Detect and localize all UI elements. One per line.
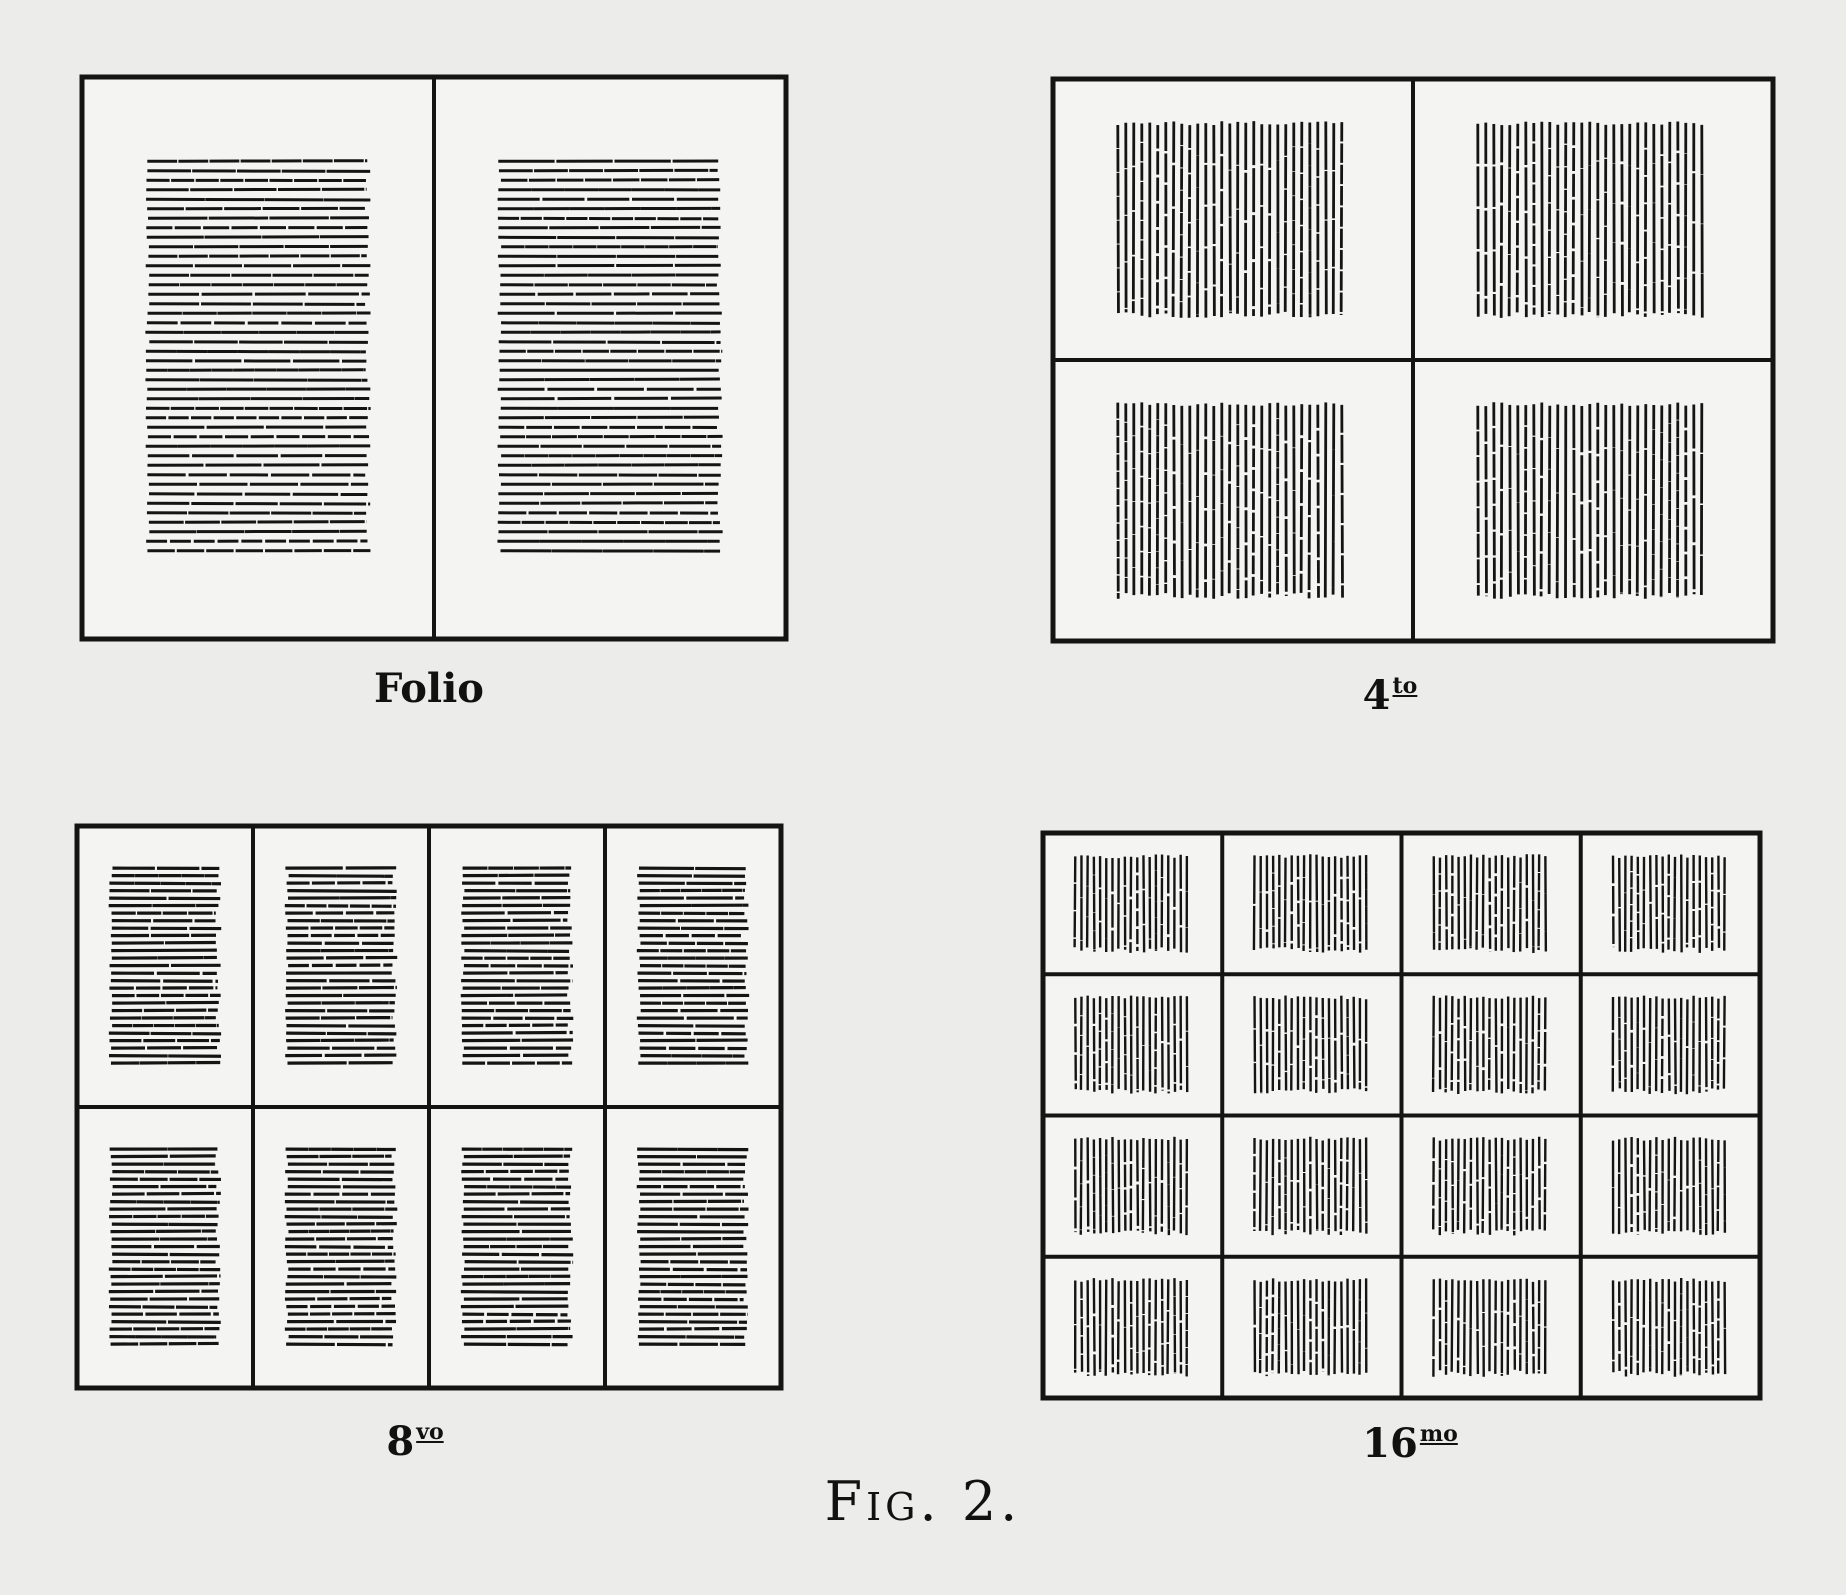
text-line: [1087, 855, 1088, 947]
text-line: [1490, 858, 1491, 952]
text-line: [1317, 1139, 1318, 1231]
text-line: [1285, 124, 1286, 312]
text-line: [1678, 122, 1679, 314]
text-line: [1464, 1139, 1465, 1235]
text-line: [1724, 996, 1725, 1089]
text-line: [111, 981, 218, 982]
text-line: [1589, 122, 1590, 312]
text-line: [1341, 996, 1342, 1089]
text-line: [638, 1337, 744, 1338]
text-line: [1279, 1282, 1280, 1374]
text-line: [109, 883, 221, 884]
text-line: [1354, 997, 1355, 1089]
text-line: [112, 943, 216, 944]
text-line: [1706, 857, 1707, 948]
text-line: [499, 379, 720, 380]
text-line: [286, 1033, 396, 1034]
text-line: [1075, 856, 1076, 947]
text-line: [1094, 857, 1095, 952]
text-line: [288, 1231, 393, 1232]
text-line: [1718, 1140, 1719, 1231]
text-line: [112, 1193, 221, 1194]
text-line: [1075, 998, 1076, 1089]
text-line: [286, 1018, 393, 1019]
text-line: [1533, 1282, 1534, 1374]
text-line: [111, 1276, 221, 1277]
text-line: [1317, 855, 1318, 952]
text-line: [462, 1314, 567, 1315]
panel-label-folio: [330, 665, 530, 712]
text-line: [1348, 856, 1349, 950]
text-line: [1304, 855, 1305, 951]
panel-quarto: [1053, 79, 1773, 641]
text-line: [1514, 998, 1515, 1092]
text-line: [462, 1254, 573, 1255]
text-line: [1700, 1137, 1701, 1234]
text-line: [1510, 405, 1511, 597]
text-line: [499, 265, 721, 266]
text-line: [1526, 122, 1527, 317]
text-line: [1118, 125, 1119, 313]
text-line: [1181, 124, 1182, 318]
text-line: [464, 1156, 570, 1157]
text-line: [462, 1025, 568, 1026]
text-line: [463, 898, 570, 899]
text-line: [286, 987, 397, 988]
text-line: [463, 1202, 569, 1203]
text-line: [1477, 1138, 1478, 1235]
text-line: [149, 531, 366, 532]
text-line: [285, 906, 396, 907]
text-line: [1534, 404, 1535, 595]
text-line: [1644, 1141, 1645, 1230]
text-line: [1162, 997, 1163, 1091]
text-line: [1496, 1138, 1497, 1231]
text-line: [111, 1343, 219, 1344]
text-line: [1168, 1140, 1169, 1235]
text-line: [1286, 996, 1287, 1091]
text-line: [1452, 1139, 1453, 1234]
text-line: [1325, 402, 1326, 597]
text-line: [1669, 998, 1670, 1090]
text-line: [461, 935, 570, 936]
text-line: [501, 323, 720, 324]
text-line: [1545, 997, 1546, 1090]
text-line: [147, 237, 369, 238]
text-line: [146, 199, 370, 200]
panel-label-quarto: [1290, 672, 1490, 719]
panel-label-sextodecimo: [1300, 1420, 1520, 1467]
text-line: [1081, 1282, 1082, 1373]
panel-label-quarto-text: 4: [1362, 672, 1391, 719]
text-line: [1674, 857, 1675, 951]
text-line: [1483, 855, 1484, 948]
text-line: [1341, 122, 1342, 315]
text-block: [461, 1149, 573, 1345]
text-line: [286, 957, 397, 958]
text-line: [1353, 1138, 1354, 1231]
text-line: [111, 1062, 220, 1063]
text-line: [1150, 1139, 1151, 1231]
text-line: [1253, 406, 1254, 597]
text-line: [1197, 404, 1198, 597]
text-line: [640, 1284, 745, 1285]
text-line: [464, 1344, 568, 1345]
text-line: [1286, 1281, 1287, 1372]
text-line: [462, 1032, 573, 1033]
text-line: [1088, 1137, 1089, 1231]
text-line: [462, 920, 567, 921]
text-line: [110, 1202, 220, 1203]
text-line: [287, 1156, 392, 1157]
text-line: [464, 1328, 570, 1329]
text-line: [1094, 1278, 1095, 1376]
text-line: [1718, 856, 1719, 948]
text-line: [1464, 1280, 1465, 1374]
text-line: [1266, 1140, 1267, 1231]
text-line: [1452, 996, 1453, 1091]
text-line: [1539, 854, 1540, 950]
text-line: [1477, 1281, 1478, 1374]
text-line: [462, 1321, 571, 1322]
text-line: [149, 522, 366, 523]
text-line: [1545, 1139, 1546, 1231]
panel-label-octavo: [315, 1418, 515, 1465]
text-line: [1174, 1137, 1175, 1231]
text-line: [1518, 405, 1519, 594]
text-line: [1508, 1140, 1509, 1231]
text-line: [463, 875, 570, 876]
text-line: [147, 503, 370, 504]
text-line: [1653, 405, 1654, 595]
text-line: [1174, 996, 1175, 1092]
text-line: [149, 304, 365, 305]
text-line: [285, 1217, 393, 1218]
text-line: [109, 1056, 221, 1057]
text-line: [146, 189, 366, 190]
text-line: [112, 1254, 219, 1255]
text-line: [1298, 1281, 1299, 1375]
text-line: [1229, 405, 1230, 593]
text-line: [149, 494, 367, 495]
text-line: [1254, 855, 1255, 950]
text-line: [147, 161, 367, 162]
text-line: [1173, 122, 1174, 318]
text-line: [1174, 1278, 1175, 1373]
text-line: [1549, 122, 1550, 314]
figure-caption: Fig. 2.: [824, 1470, 1022, 1533]
text-line: [1318, 405, 1319, 598]
panel-label-quarto-sup: to: [1392, 673, 1418, 699]
text-line: [1329, 998, 1330, 1093]
text-line: [461, 1292, 568, 1293]
text-line: [639, 868, 746, 869]
text-line: [1157, 403, 1158, 595]
text-line: [639, 1269, 747, 1270]
text-line: [463, 1055, 569, 1056]
text-line: [1273, 1139, 1274, 1235]
text-line: [1100, 1138, 1101, 1233]
text-line: [500, 294, 720, 295]
text-line: [1433, 996, 1434, 1092]
text-line: [1112, 1137, 1113, 1233]
text-line: [501, 180, 719, 181]
text-line: [1694, 1279, 1695, 1374]
text-line: [462, 1040, 573, 1041]
text-line: [286, 1040, 394, 1041]
text-line: [1081, 997, 1082, 1090]
text-line: [111, 1048, 217, 1049]
text-line: [286, 1344, 392, 1345]
text-line: [1260, 1140, 1261, 1231]
text-line: [638, 1026, 745, 1027]
text-line: [288, 1314, 396, 1315]
panel-label-sextodecimo-text: 16: [1362, 1420, 1418, 1467]
text-line: [1285, 858, 1286, 948]
text-line: [1539, 1137, 1540, 1231]
text-line: [1301, 404, 1302, 593]
text-line: [1514, 856, 1515, 952]
text-line: [1162, 1279, 1163, 1376]
text-line: [286, 1224, 396, 1225]
text-line: [1326, 121, 1327, 314]
text-line: [1619, 997, 1620, 1089]
text-line: [146, 351, 366, 352]
text-line: [637, 876, 745, 877]
panel-octavo: [77, 826, 781, 1388]
text-line: [1081, 1138, 1082, 1235]
text-line: [289, 876, 393, 877]
panel-label-sextodecimo-sup: mo: [1419, 1421, 1458, 1447]
text-line: [112, 957, 217, 958]
panel-label-octavo-sup: vo: [416, 1419, 444, 1445]
text-line: [1174, 405, 1175, 597]
panel-label-octavo-text: 8: [386, 1418, 415, 1465]
text-line: [149, 342, 368, 343]
text-line: [1137, 1140, 1138, 1230]
text-line: [1214, 125, 1215, 316]
text-line: [109, 1291, 218, 1292]
text-line: [1477, 857, 1478, 949]
text-line: [109, 1033, 221, 1034]
text-line: [1470, 1280, 1471, 1376]
text-line: [498, 218, 718, 219]
text-line: [1650, 1140, 1651, 1231]
text-line: [1106, 1280, 1107, 1376]
text-line: [1458, 1139, 1459, 1230]
text-line: [1625, 1280, 1626, 1376]
text-line: [1470, 998, 1471, 1090]
text-line: [1712, 1282, 1713, 1375]
text-line: [288, 965, 392, 966]
text-line: [1622, 124, 1623, 316]
text-line: [1549, 406, 1550, 594]
text-line: [1143, 1138, 1144, 1233]
text-line: [640, 1238, 746, 1239]
text-line: [1486, 406, 1487, 596]
text-line: [147, 465, 368, 466]
text-line: [498, 465, 721, 466]
text-line: [1650, 998, 1651, 1094]
text-line: [1230, 123, 1231, 313]
text-line: [1168, 1279, 1169, 1374]
text-line: [640, 1040, 747, 1041]
text-line: [1573, 122, 1574, 314]
text-line: [285, 1247, 393, 1248]
text-line: [1130, 857, 1131, 953]
text-line: [499, 342, 721, 343]
text-line: [110, 1329, 220, 1330]
text-line: [1517, 124, 1518, 313]
text-line: [1189, 125, 1190, 318]
text-line: [111, 1156, 216, 1157]
text-line: [111, 1322, 220, 1323]
text-line: [640, 966, 746, 967]
text-line: [147, 171, 370, 172]
text-line: [285, 1298, 391, 1299]
text-line: [465, 1262, 573, 1263]
text-line: [285, 1055, 396, 1056]
text-line: [112, 1010, 218, 1011]
text-line: [639, 1322, 747, 1323]
text-line: [1661, 406, 1662, 598]
text-line: [1712, 1140, 1713, 1235]
text-line: [287, 891, 396, 892]
text-line: [1541, 402, 1542, 596]
text-line: [1501, 125, 1502, 318]
text-line: [111, 1231, 216, 1232]
text-line: [1538, 998, 1539, 1089]
text-line: [1619, 858, 1620, 952]
text-line: [1333, 404, 1334, 595]
text-line: [1323, 998, 1324, 1089]
text-line: [1309, 405, 1310, 599]
text-line: [1452, 1279, 1453, 1372]
text-line: [501, 398, 722, 399]
text-line: [1446, 855, 1447, 950]
text-line: [1675, 999, 1676, 1095]
text-line: [1509, 125, 1510, 316]
text-line: [639, 988, 746, 989]
text-line: [1494, 124, 1495, 315]
text-line: [1255, 996, 1256, 1093]
text-block: [109, 868, 222, 1063]
text-line: [1125, 998, 1126, 1090]
text-line: [1483, 1137, 1484, 1233]
text-line: [148, 256, 366, 257]
text-line: [286, 1284, 392, 1285]
panel-folio: [82, 77, 786, 639]
text-line: [1143, 855, 1144, 952]
text-line: [1478, 406, 1479, 596]
text-line: [1637, 405, 1638, 595]
text-line: [1494, 402, 1495, 598]
text-line: [1625, 1138, 1626, 1233]
text-line: [464, 951, 569, 952]
text-line: [109, 1307, 217, 1308]
text-line: [1645, 122, 1646, 317]
text-line: [1521, 1138, 1522, 1232]
panel-sextodecimo: [1043, 833, 1760, 1398]
text-line: [499, 503, 717, 504]
text-line: [1557, 405, 1558, 599]
text-line: [499, 417, 719, 418]
text-line: [1446, 995, 1447, 1092]
text-line: [464, 1194, 570, 1195]
text-line: [1565, 122, 1566, 317]
panel-label-folio-text: Folio: [374, 665, 484, 712]
text-line: [1272, 1278, 1273, 1373]
text-block: [109, 1149, 221, 1344]
text-line: [498, 237, 719, 238]
